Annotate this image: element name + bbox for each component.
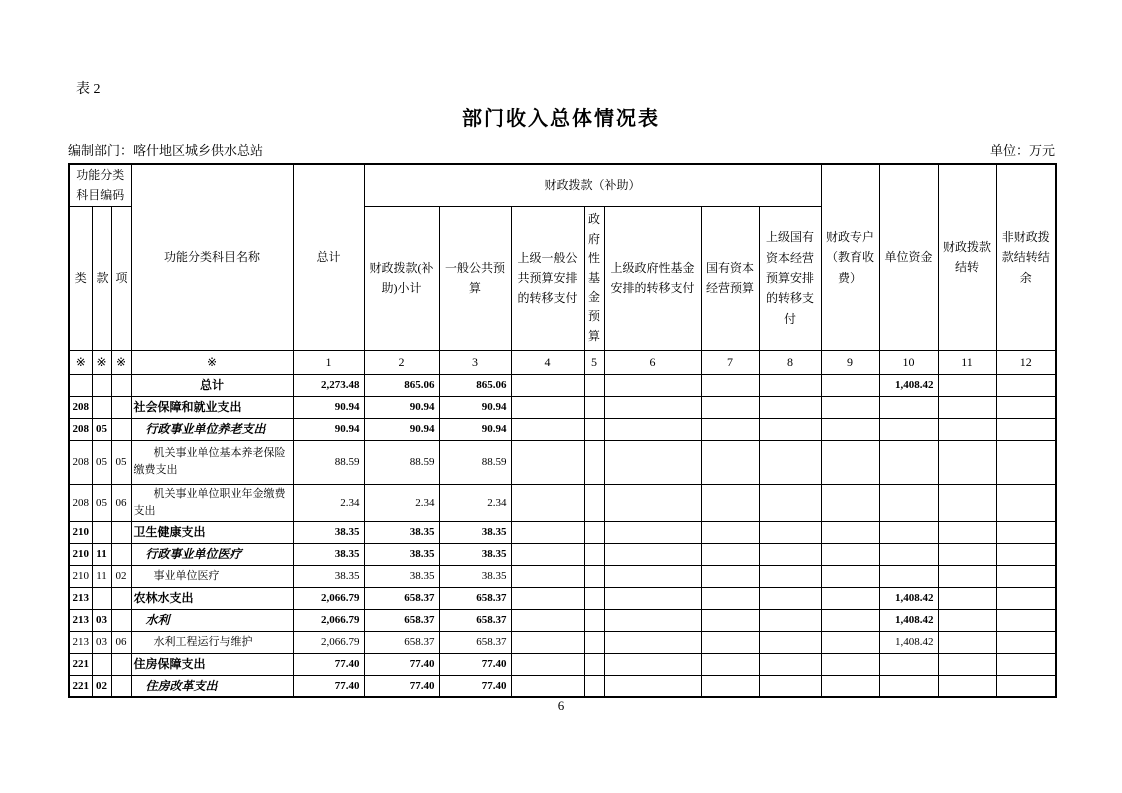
value-cell <box>701 396 759 418</box>
value-cell <box>759 543 821 565</box>
value-cell: 38.35 <box>293 565 364 587</box>
subject-name-cell: 行政事业单位医疗 <box>131 543 293 565</box>
value-cell: 90.94 <box>364 396 439 418</box>
value-cell <box>604 484 701 521</box>
value-cell <box>604 418 701 440</box>
prepared-by-label: 编制部门：喀什地区城乡供水总站 <box>68 143 264 158</box>
value-cell: 865.06 <box>364 374 439 396</box>
index-cell: 1 <box>293 350 364 374</box>
value-cell: 38.35 <box>364 521 439 543</box>
subject-name-cell: 水利工程运行与维护 <box>131 631 293 653</box>
value-cell: 77.40 <box>439 675 511 697</box>
value-cell <box>701 609 759 631</box>
value-cell: 77.40 <box>293 653 364 675</box>
value-cell: 77.40 <box>364 653 439 675</box>
index-cell: ※ <box>92 350 111 374</box>
page-title: 部门收入总体情况表 <box>462 108 660 130</box>
code-cell: 06 <box>111 484 131 521</box>
code-cell: 05 <box>92 484 111 521</box>
header-state-capital-budget: 国有资本经营预算 <box>701 206 759 350</box>
value-cell <box>879 565 938 587</box>
value-cell: 1,408.42 <box>879 587 938 609</box>
value-cell <box>511 440 584 484</box>
value-cell <box>759 587 821 609</box>
code-cell: 03 <box>92 631 111 653</box>
table-row <box>69 631 1056 653</box>
value-cell: 38.35 <box>364 543 439 565</box>
value-cell <box>511 609 584 631</box>
value-cell <box>584 543 604 565</box>
header-fiscal-subtotal: 财政拨款(补助)小计 <box>364 206 439 350</box>
value-cell <box>759 396 821 418</box>
index-cell: 10 <box>879 350 938 374</box>
header-govt-fund-transfer: 上级政府性基金安排的转移支付 <box>604 206 701 350</box>
value-cell: 658.37 <box>439 587 511 609</box>
value-cell: 658.37 <box>364 609 439 631</box>
code-cell: 221 <box>69 675 92 697</box>
value-cell <box>879 675 938 697</box>
value-cell <box>604 653 701 675</box>
table-row <box>69 440 1056 484</box>
value-cell <box>879 396 938 418</box>
table-row <box>69 653 1056 675</box>
value-cell <box>938 484 996 521</box>
index-cell: 5 <box>584 350 604 374</box>
value-cell <box>701 440 759 484</box>
header-nonfiscal-carryover: 非财政拨款结转结余 <box>996 164 1056 350</box>
code-cell <box>111 374 131 396</box>
subject-name-cell: 卫生健康支出 <box>131 521 293 543</box>
value-cell: 77.40 <box>293 675 364 697</box>
code-cell <box>111 587 131 609</box>
code-cell: 213 <box>69 631 92 653</box>
code-cell <box>111 653 131 675</box>
code-cell: 210 <box>69 565 92 587</box>
value-cell <box>701 675 759 697</box>
value-cell <box>759 484 821 521</box>
code-cell <box>69 374 92 396</box>
value-cell <box>604 374 701 396</box>
subject-name-cell: 社会保障和就业支出 <box>131 396 293 418</box>
code-cell: 208 <box>69 418 92 440</box>
value-cell <box>879 653 938 675</box>
header-fiscal-group: 财政拨款（补助） <box>364 164 821 206</box>
value-cell <box>701 418 759 440</box>
subject-name-cell: 行政事业单位养老支出 <box>131 418 293 440</box>
value-cell: 2.34 <box>293 484 364 521</box>
value-cell <box>604 543 701 565</box>
table-row <box>69 484 1056 521</box>
value-cell <box>511 675 584 697</box>
value-cell <box>511 374 584 396</box>
header-general-transfer: 上级一般公共预算安排的转移支付 <box>511 206 584 350</box>
value-cell: 77.40 <box>364 675 439 697</box>
value-cell <box>938 543 996 565</box>
header-code-section: 款 <box>92 206 111 350</box>
code-cell: 05 <box>111 440 131 484</box>
value-cell <box>759 675 821 697</box>
value-cell <box>584 653 604 675</box>
value-cell <box>511 565 584 587</box>
value-cell: 1,408.42 <box>879 609 938 631</box>
value-cell <box>584 631 604 653</box>
value-cell: 658.37 <box>364 587 439 609</box>
header-total-col: 总计 <box>293 164 364 350</box>
value-cell: 2,066.79 <box>293 587 364 609</box>
value-cell <box>821 396 879 418</box>
value-cell <box>584 565 604 587</box>
code-cell <box>111 675 131 697</box>
value-cell <box>759 374 821 396</box>
value-cell <box>511 543 584 565</box>
subject-name-cell: 机关事业单位基本养老保险缴费支出 <box>131 440 293 484</box>
value-cell <box>759 440 821 484</box>
subject-name-cell: 住房改革支出 <box>131 675 293 697</box>
value-cell <box>701 565 759 587</box>
value-cell <box>584 418 604 440</box>
value-cell <box>938 374 996 396</box>
value-cell <box>821 374 879 396</box>
code-cell <box>92 587 111 609</box>
value-cell <box>604 565 701 587</box>
code-cell <box>111 521 131 543</box>
table-number-label: 表 2 <box>76 82 101 97</box>
value-cell <box>938 418 996 440</box>
index-cell: ※ <box>69 350 92 374</box>
value-cell <box>701 484 759 521</box>
index-cell: ※ <box>111 350 131 374</box>
value-cell <box>604 521 701 543</box>
value-cell <box>584 440 604 484</box>
value-cell <box>821 484 879 521</box>
code-cell: 03 <box>92 609 111 631</box>
value-cell <box>938 653 996 675</box>
code-cell: 208 <box>69 440 92 484</box>
value-cell <box>879 418 938 440</box>
header-state-capital-transfer: 上级国有资本经营预算安排的转移支付 <box>759 206 821 350</box>
code-cell <box>92 374 111 396</box>
value-cell <box>996 653 1056 675</box>
value-cell <box>701 374 759 396</box>
value-cell <box>604 631 701 653</box>
value-cell: 658.37 <box>439 609 511 631</box>
value-cell: 90.94 <box>293 396 364 418</box>
value-cell <box>604 609 701 631</box>
table-row <box>69 565 1056 587</box>
value-cell <box>938 609 996 631</box>
code-cell <box>111 396 131 418</box>
value-cell <box>879 440 938 484</box>
value-cell <box>938 675 996 697</box>
value-cell <box>879 543 938 565</box>
value-cell <box>584 587 604 609</box>
header-general-public-budget: 一般公共预算 <box>439 206 511 350</box>
subject-name-cell: 总计 <box>131 374 293 396</box>
value-cell: 2.34 <box>439 484 511 521</box>
value-cell <box>996 675 1056 697</box>
value-cell <box>584 521 604 543</box>
value-cell <box>759 631 821 653</box>
header-code-group: 功能分类科目编码 <box>69 164 131 206</box>
code-cell: 06 <box>111 631 131 653</box>
value-cell <box>996 609 1056 631</box>
subject-name-cell: 机关事业单位职业年金缴费支出 <box>131 484 293 521</box>
value-cell <box>701 631 759 653</box>
value-cell: 2.34 <box>364 484 439 521</box>
meta-row <box>68 140 1055 159</box>
code-cell: 11 <box>92 543 111 565</box>
value-cell: 90.94 <box>439 396 511 418</box>
value-cell <box>821 418 879 440</box>
code-cell: 05 <box>92 440 111 484</box>
value-cell: 88.59 <box>364 440 439 484</box>
value-cell <box>701 587 759 609</box>
value-cell <box>821 565 879 587</box>
code-cell <box>92 653 111 675</box>
header-name-col: 功能分类科目名称 <box>131 164 293 350</box>
value-cell <box>584 609 604 631</box>
value-cell: 90.94 <box>364 418 439 440</box>
code-cell <box>92 521 111 543</box>
value-cell <box>821 609 879 631</box>
index-cell: 7 <box>701 350 759 374</box>
value-cell: 1,408.42 <box>879 374 938 396</box>
code-cell: 02 <box>111 565 131 587</box>
value-cell <box>996 521 1056 543</box>
unit-label: 单位：万元 <box>989 143 1055 158</box>
value-cell <box>759 653 821 675</box>
value-cell: 90.94 <box>439 418 511 440</box>
index-cell: 4 <box>511 350 584 374</box>
value-cell <box>511 418 584 440</box>
value-cell: 2,066.79 <box>293 609 364 631</box>
value-cell <box>996 484 1056 521</box>
code-cell <box>111 543 131 565</box>
value-cell: 1,408.42 <box>879 631 938 653</box>
table-row <box>69 374 1056 396</box>
value-cell <box>938 631 996 653</box>
value-cell <box>584 374 604 396</box>
index-cell: ※ <box>131 350 293 374</box>
value-cell <box>996 631 1056 653</box>
value-cell <box>511 521 584 543</box>
index-cell: 2 <box>364 350 439 374</box>
value-cell <box>821 587 879 609</box>
table-row <box>69 587 1056 609</box>
subject-name-cell: 水利 <box>131 609 293 631</box>
value-cell <box>821 653 879 675</box>
value-cell <box>759 609 821 631</box>
value-cell <box>996 396 1056 418</box>
value-cell <box>604 396 701 418</box>
value-cell <box>511 653 584 675</box>
value-cell <box>604 440 701 484</box>
value-cell: 88.59 <box>439 440 511 484</box>
value-cell <box>821 440 879 484</box>
income-table <box>68 163 1057 698</box>
value-cell <box>996 587 1056 609</box>
index-cell: 11 <box>938 350 996 374</box>
value-cell: 38.35 <box>439 543 511 565</box>
value-cell <box>511 631 584 653</box>
value-cell: 38.35 <box>439 565 511 587</box>
value-cell <box>584 675 604 697</box>
value-cell: 658.37 <box>364 631 439 653</box>
index-cell: 12 <box>996 350 1056 374</box>
code-cell: 02 <box>92 675 111 697</box>
value-cell <box>879 484 938 521</box>
table-row <box>69 521 1056 543</box>
code-cell: 208 <box>69 396 92 418</box>
value-cell <box>996 565 1056 587</box>
value-cell <box>996 418 1056 440</box>
value-cell <box>821 675 879 697</box>
value-cell <box>604 675 701 697</box>
value-cell: 38.35 <box>293 543 364 565</box>
value-cell <box>759 521 821 543</box>
header-code-class: 类 <box>69 206 92 350</box>
code-cell: 221 <box>69 653 92 675</box>
code-cell <box>92 396 111 418</box>
value-cell <box>759 418 821 440</box>
value-cell <box>604 587 701 609</box>
code-cell: 05 <box>92 418 111 440</box>
value-cell <box>938 396 996 418</box>
value-cell <box>584 396 604 418</box>
value-cell <box>821 543 879 565</box>
header-row-groups <box>69 164 1056 206</box>
value-cell <box>938 440 996 484</box>
value-cell: 77.40 <box>439 653 511 675</box>
header-fiscal-carryover: 财政拨款结转 <box>938 164 996 350</box>
value-cell: 38.35 <box>439 521 511 543</box>
header-code-item: 项 <box>111 206 131 350</box>
value-cell <box>938 587 996 609</box>
value-cell <box>511 587 584 609</box>
table-row <box>69 418 1056 440</box>
value-cell <box>996 374 1056 396</box>
value-cell <box>701 653 759 675</box>
value-cell: 38.35 <box>364 565 439 587</box>
value-cell <box>938 521 996 543</box>
value-cell <box>701 521 759 543</box>
index-cell: 9 <box>821 350 879 374</box>
value-cell <box>821 521 879 543</box>
table-row <box>69 675 1056 697</box>
value-cell <box>511 484 584 521</box>
subject-name-cell: 事业单位医疗 <box>131 565 293 587</box>
header-fiscal-special-account: 财政专户（教育收费） <box>821 164 879 350</box>
header-govt-fund-budget: 政府性基金预算 <box>584 206 604 350</box>
subject-name-cell: 农林水支出 <box>131 587 293 609</box>
code-cell: 213 <box>69 587 92 609</box>
table-row <box>69 543 1056 565</box>
value-cell <box>584 484 604 521</box>
code-cell: 213 <box>69 609 92 631</box>
value-cell: 658.37 <box>439 631 511 653</box>
table-row <box>69 609 1056 631</box>
code-cell: 210 <box>69 543 92 565</box>
code-cell: 210 <box>69 521 92 543</box>
value-cell <box>511 396 584 418</box>
index-cell: 8 <box>759 350 821 374</box>
value-cell: 90.94 <box>293 418 364 440</box>
value-cell <box>821 631 879 653</box>
code-cell: 11 <box>92 565 111 587</box>
value-cell: 88.59 <box>293 440 364 484</box>
value-cell: 2,066.79 <box>293 631 364 653</box>
value-cell <box>938 565 996 587</box>
value-cell <box>996 543 1056 565</box>
value-cell <box>759 565 821 587</box>
table-row <box>69 396 1056 418</box>
code-cell: 208 <box>69 484 92 521</box>
code-cell <box>111 418 131 440</box>
code-cell <box>111 609 131 631</box>
header-row-index <box>69 350 1056 374</box>
value-cell <box>701 543 759 565</box>
value-cell: 38.35 <box>293 521 364 543</box>
page-number: 6 <box>557 698 565 713</box>
value-cell <box>879 521 938 543</box>
value-cell: 865.06 <box>439 374 511 396</box>
subject-name-cell: 住房保障支出 <box>131 653 293 675</box>
value-cell: 2,273.48 <box>293 374 364 396</box>
index-cell: 3 <box>439 350 511 374</box>
index-cell: 6 <box>604 350 701 374</box>
value-cell <box>996 440 1056 484</box>
header-unit-funds: 单位资金 <box>879 164 938 350</box>
